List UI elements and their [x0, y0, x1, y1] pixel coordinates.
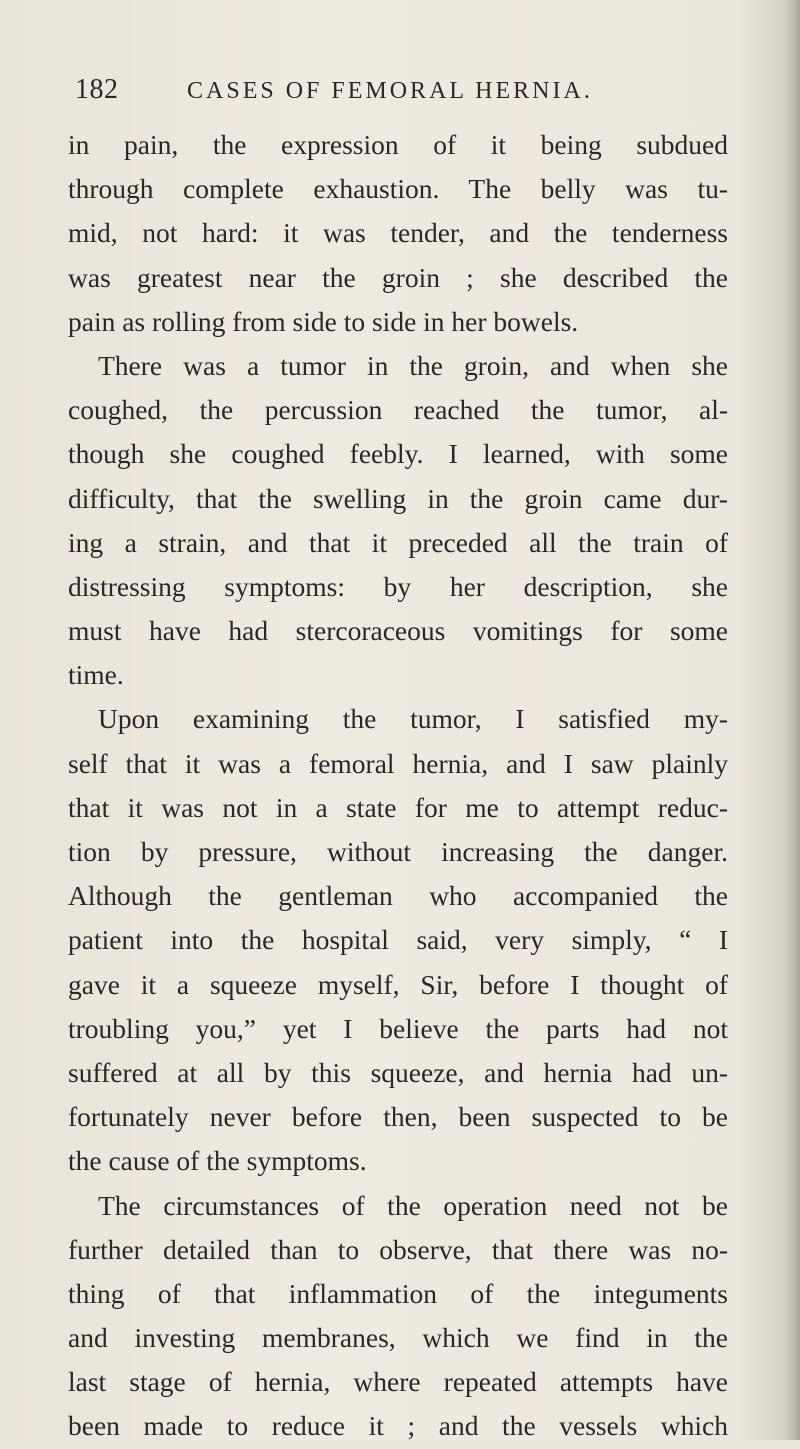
running-head: CASES OF FEMORAL HERNIA. — [187, 78, 593, 104]
text-line: must have had stercoraceous vomitings for some — [68, 615, 728, 647]
text-line: last stage of hernia, where repeated attempts have — [68, 1366, 728, 1398]
text-line: further detailed than to observe, that there was no- — [68, 1233, 728, 1265]
text-line: tion by pressure, without increasing the danger. — [68, 836, 728, 867]
text-line: the cause of the symptoms. — [68, 1145, 367, 1177]
text-line: fortunately never before then, been suspected to be — [68, 1101, 728, 1133]
text-line: patient into the hospital said, very simply, “ I — [68, 924, 728, 956]
text-line: Upon examining the tumor, I satisfied my- — [98, 703, 728, 735]
text-line: troubling you,” yet I believe the parts had not — [68, 1012, 728, 1044]
text-line: gave it a squeeze myself, Sir, before I thought of — [68, 968, 728, 1000]
text-line: Although the gentleman who accompanied the — [68, 880, 728, 912]
text-line: coughed, the percussion reached the tumor, al- — [68, 394, 728, 426]
page-edge-shadow — [786, 0, 800, 1440]
text-line: though she coughed feebly. I learned, with some — [68, 438, 728, 470]
text-line: through complete exhaustion. The belly was tu- — [68, 173, 728, 205]
text-line: time. — [68, 659, 124, 691]
text-line: self that it was a femoral hernia, and I saw plainly — [68, 747, 728, 779]
text-line: distressing symptoms: by her description, she — [68, 570, 728, 602]
text-line: The circumstances of the operation need not be — [98, 1189, 728, 1221]
page-number: 182 — [75, 74, 119, 105]
text-line: There was a tumor in the groin, and when she — [98, 349, 728, 381]
text-line: difficulty, that the swelling in the groin came dur- — [68, 482, 728, 514]
text-line: in pain, the expression of it being subdued — [68, 129, 728, 160]
text-line: mid, not hard: it was tender, and the tenderness — [68, 217, 728, 249]
text-line: and investing membranes, which we find in the — [68, 1322, 728, 1354]
text-line: thing of that inflammation of the integuments — [68, 1277, 728, 1309]
text-line: ing a strain, and that it preceded all the train of — [68, 526, 728, 558]
body-text — [68, 123, 728, 1449]
text-line: pain as rolling from side to side in her bowels. — [68, 305, 579, 337]
text-line: suffered at all by this squeeze, and hernia had un- — [68, 1056, 728, 1088]
text-line: been made to reduce it ; and the vessels which — [68, 1410, 728, 1442]
text-line: that it was not in a state for me to attempt reduc- — [68, 791, 728, 823]
page-header — [75, 74, 715, 114]
text-line: was greatest near the groin ; she described the — [68, 261, 728, 293]
